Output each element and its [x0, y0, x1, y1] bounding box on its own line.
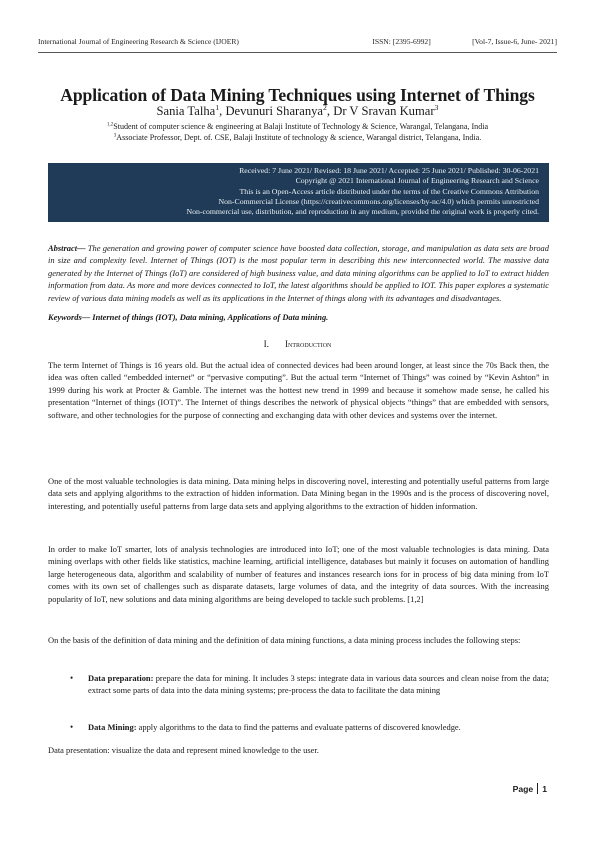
journal-name: International Journal of Engineering Research & Science (IJOER): [38, 37, 239, 46]
author-sup: 1: [215, 102, 220, 112]
affiliation-sup: 3: [113, 133, 117, 139]
footer-divider: [537, 783, 538, 794]
author-separator: ,: [326, 104, 334, 118]
issn: ISSN: [2395-6992]: [372, 37, 431, 46]
page-label: Page: [512, 784, 534, 794]
list-item: [70, 672, 549, 697]
running-header: [38, 37, 557, 51]
section-heading: [20, 339, 575, 349]
author-list: [20, 104, 575, 119]
paragraph-4: [48, 634, 549, 646]
pub-dates: Received: 7 June 2021/ Revised: 18 June 2021/ Accepted: 25 June 2021/ Published: 30-06-2021: [239, 166, 539, 175]
paragraph-text: One of the most valuable technologies is data mining. Data mining helps in discovering novel, interesting and potentially useful patterns from large data sets and applying algorithms to the extraction of hidden information. Data Mining began in the 1990s and is the process of discovering novel, interesting, and potentially useful patterns from large data sets and applying algorithms to the extraction of hidden information.: [48, 476, 549, 511]
bullet-label: Data preparation:: [88, 673, 154, 683]
affiliation-text: Associate Professor, Dept. of. CSE, Balaji Institute of technology & science, Warangal district, Telangana, India.: [116, 133, 482, 142]
section-title: Introduction: [284, 339, 332, 349]
license-line-2: Non-Commercial License (https://creativecommons.org/licenses/by-nc/4.0) which permits unrestricted: [218, 196, 539, 206]
paragraph-text: On the basis of the definition of data mining and the definition of data mining functions, a data mining process includes the following steps:: [48, 635, 521, 645]
affiliation-sup: 1,2: [106, 122, 114, 128]
copyright-line: Copyright @ 2021 International Journal of Engineering Research and Science: [295, 176, 539, 186]
paragraph-2: [48, 475, 549, 512]
publication-info-box: [48, 163, 549, 222]
abstract: [48, 242, 549, 304]
author-sup: 2: [323, 102, 327, 112]
page-footer: [513, 783, 547, 794]
closing-paragraph: Data presentation: visualize the data and represent mined knowledge to the user.: [48, 745, 319, 755]
paper-title: Application of Data Mining Techniques using Internet of Things: [60, 85, 535, 105]
bullet-icon: •: [70, 722, 74, 732]
author-name: Sania Talha: [156, 104, 216, 118]
author-name: Dr V Sravan Kumar: [333, 104, 435, 118]
license-line-3: Non-commercial use, distribution, and reproduction in any medium, provided the original work is properly cited.: [186, 207, 539, 217]
bullet-label: Data Mining:: [88, 722, 137, 732]
bullet-icon: •: [70, 673, 74, 683]
keywords: Keywords— Internet of things (IOT), Data mining, Applications of Data mining.: [48, 312, 329, 322]
author-name: Devunuri Sharanya: [225, 104, 324, 118]
affiliation-text: Student of computer science & engineering at Balaji Institute of Technology & Science, Warangal, Telangana, India: [113, 122, 489, 131]
volume-info: [Vol-7, Issue-6, June- 2021]: [472, 37, 557, 46]
paragraph-1: [48, 359, 549, 421]
page-number: 1: [542, 784, 547, 794]
abstract-label: Abstract—: [48, 243, 86, 253]
abstract-text: The generation and growing power of computer science have boosted data collection, storage, and manipulation as data sets are broad in size and complexity level. Internet of Things (IOT) is the most popular term in describing this new interconnected world. The massive data generated by the Internet of Things (IoT) are considered of high business value, and data mining algorithms can be applied to IoT to extract hidden information from data. As more and more devices connected to IoT, the latest algorithms should be applied to IOT. This paper explores a systematic review of various data mining models as well as its applications in the Internet of things along with its advantages and disadvantages.: [48, 243, 549, 303]
paragraph-text: In order to make IoT smarter, lots of analysis technologies are introduced into IoT; one of the most valuable technologies is data mining. Data mining overlaps with other fields like statistics, machine learning, artificial intelligence, databases but mainly it focuses on automation of handling large heterogeneous data, algorithm and scalability of number of features and instances research ions for in process of big data mining from IoT comes with its own set of challenges such as disparate datasets, large volumes of data, and the integrity of data sources. With the increasing popularity of IoT, new solutions and data mining algorithms are being developed to tackle such problems. [1,2]: [48, 544, 549, 604]
author-separator: ,: [219, 104, 226, 118]
header-divider: [38, 52, 557, 53]
bullet-text: apply algorithms to the data to find the patterns and evaluate patterns of discovered knowledge.: [136, 722, 461, 732]
affiliation-1: [20, 122, 575, 133]
author-sup: 3: [434, 102, 439, 112]
affiliation-2: [20, 133, 575, 144]
list-item: [70, 721, 549, 733]
paragraph-3: [48, 543, 549, 605]
section-number: I.: [263, 339, 269, 349]
paragraph-text: The term Internet of Things is 16 years old. But the actual idea of connected devices had been around longer, at least since the 70s Back then, the idea was often called “embedded internet” or “pervasive computing”. But the actual term “Internet of Things” was coined by “Kevin Ashton” in 1999 during his work at Procter & Gamble. The internet was the hottest new trend in 1999 and because it somehow made sense, he called his presentation “Internet of things (IOT)”. The Internet of things describes the network of physical objects “things” that are embedded with sensors, software, and other technologies for the purpose of connecting and exchanging data with other devices and systems over the internet.: [48, 360, 549, 420]
bullet-text: prepare the data for mining. It includes 3 steps: integrate data in various data sources and clean noise from the data; extract some parts of data into the data mining systems; pre-process the data to facilitate the data mining: [88, 673, 549, 696]
license-line-1: This is an Open-Access article distributed under the terms of the Creative Commons Attribution: [239, 186, 539, 196]
